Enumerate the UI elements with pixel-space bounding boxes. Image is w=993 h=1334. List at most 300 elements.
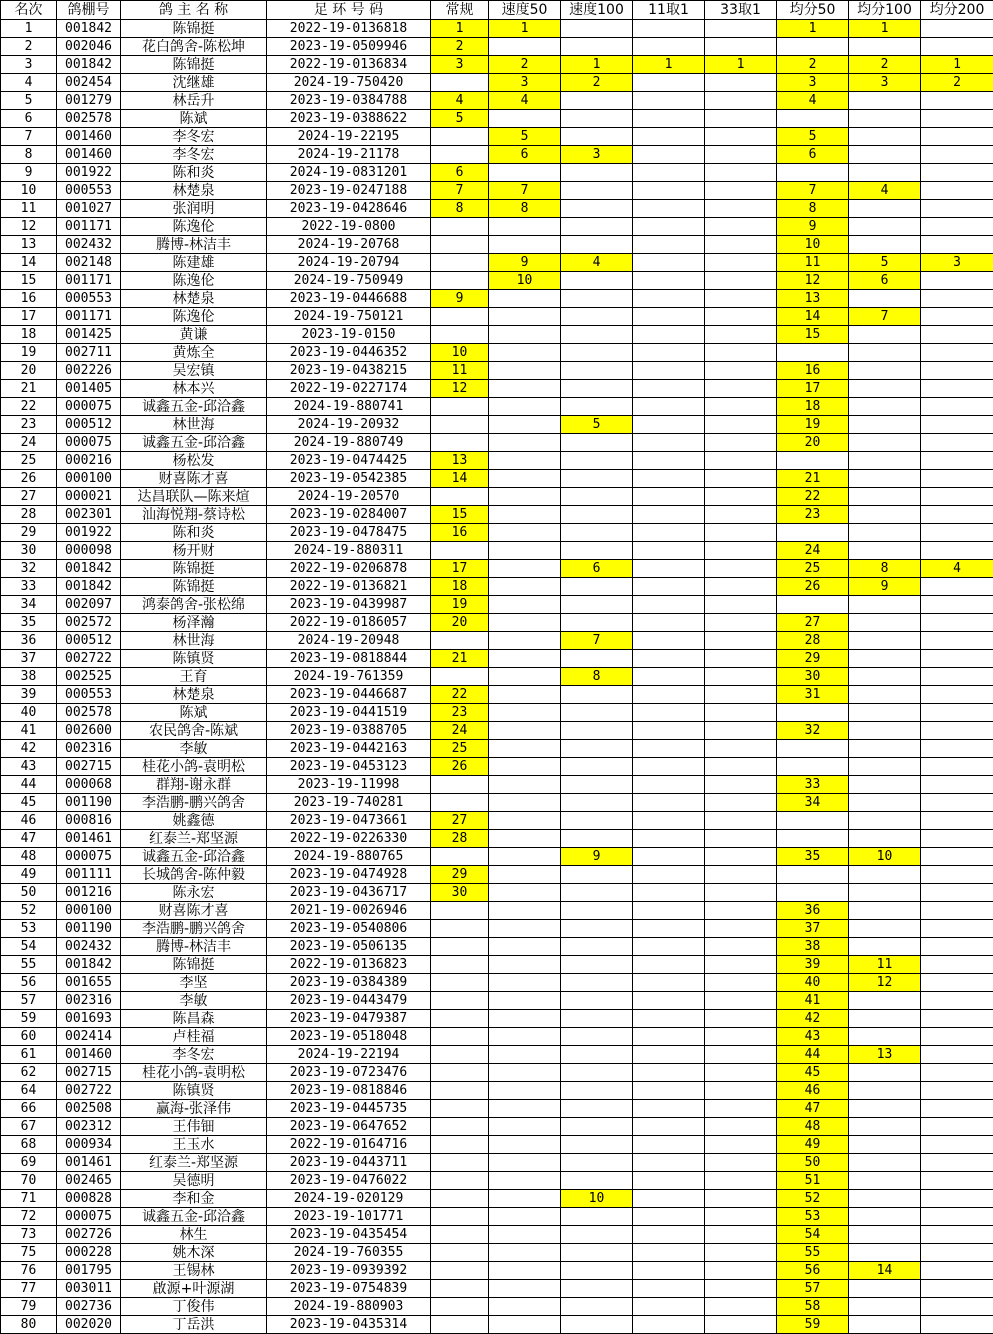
table-row <box>1 38 993 56</box>
cell-pick-1-of-11 <box>633 956 705 974</box>
cell-pick-1-of-33 <box>705 1136 777 1154</box>
cell-ring-number: 2023-19-0443479 <box>267 992 431 1010</box>
cell-rank: 1 <box>1 20 57 38</box>
cell-pick-1-of-11 <box>633 1118 705 1136</box>
cell-avg-50: 20 <box>777 434 849 452</box>
cell-speed-100 <box>561 1316 633 1334</box>
cell-speed-50 <box>489 776 561 794</box>
table-body <box>1 20 993 1334</box>
cell-avg-50: 11 <box>777 254 849 272</box>
cell-speed-50 <box>489 794 561 812</box>
cell-loft-id: 001842 <box>57 578 121 596</box>
cell-speed-100 <box>561 488 633 506</box>
table-row <box>1 146 993 164</box>
cell-speed-50 <box>489 866 561 884</box>
cell-ring-number: 2023-19-0446352 <box>267 344 431 362</box>
cell-pick-1-of-33 <box>705 236 777 254</box>
cell-avg-100 <box>849 218 921 236</box>
cell-ring-number: 2023-19-101771 <box>267 1208 431 1226</box>
cell-avg-100 <box>849 668 921 686</box>
cell-avg-50: 52 <box>777 1190 849 1208</box>
cell-avg-200 <box>921 1028 993 1046</box>
cell-pick-1-of-33 <box>705 398 777 416</box>
cell-regular: 29 <box>431 866 489 884</box>
cell-speed-100: 9 <box>561 848 633 866</box>
cell-rank: 52 <box>1 902 57 920</box>
cell-avg-100 <box>849 1172 921 1190</box>
cell-ring-number: 2023-19-0441519 <box>267 704 431 722</box>
cell-avg-100 <box>849 1226 921 1244</box>
cell-pick-1-of-33 <box>705 992 777 1010</box>
cell-regular <box>431 398 489 416</box>
cell-speed-100 <box>561 920 633 938</box>
cell-owner-name: 杨松发 <box>121 452 267 470</box>
cell-ring-number: 2024-19-760355 <box>267 1244 431 1262</box>
cell-rank: 53 <box>1 920 57 938</box>
cell-avg-200 <box>921 92 993 110</box>
cell-regular <box>431 974 489 992</box>
cell-rank: 48 <box>1 848 57 866</box>
cell-avg-50: 33 <box>777 776 849 794</box>
cell-ring-number: 2023-19-0540806 <box>267 920 431 938</box>
cell-pick-1-of-11 <box>633 650 705 668</box>
cell-rank: 18 <box>1 326 57 344</box>
cell-regular: 24 <box>431 722 489 740</box>
table-row <box>1 848 993 866</box>
cell-ring-number: 2023-19-0388705 <box>267 722 431 740</box>
cell-speed-100 <box>561 758 633 776</box>
cell-pick-1-of-33 <box>705 1064 777 1082</box>
cell-owner-name: 腾博-林洁丰 <box>121 236 267 254</box>
table-row <box>1 956 993 974</box>
cell-avg-100 <box>849 884 921 902</box>
cell-owner-name: 赢海-张泽伟 <box>121 1100 267 1118</box>
cell-pick-1-of-33 <box>705 200 777 218</box>
cell-avg-50: 9 <box>777 218 849 236</box>
column-header-owner-name: 鸽 主 名 称 <box>121 1 267 20</box>
cell-owner-name: 张润明 <box>121 200 267 218</box>
cell-avg-100 <box>849 758 921 776</box>
cell-owner-name: 桂花小鸽-袁明松 <box>121 1064 267 1082</box>
cell-avg-100 <box>849 128 921 146</box>
cell-rank: 23 <box>1 416 57 434</box>
cell-avg-100 <box>849 1136 921 1154</box>
cell-avg-100 <box>849 236 921 254</box>
cell-pick-1-of-11 <box>633 1298 705 1316</box>
cell-loft-id: 002726 <box>57 1226 121 1244</box>
cell-owner-name: 陈和炎 <box>121 164 267 182</box>
cell-speed-50 <box>489 38 561 56</box>
table-row <box>1 1280 993 1298</box>
cell-owner-name: 陈锦挺 <box>121 578 267 596</box>
cell-pick-1-of-33 <box>705 938 777 956</box>
cell-avg-100 <box>849 524 921 542</box>
cell-speed-50 <box>489 830 561 848</box>
cell-speed-100 <box>561 434 633 452</box>
cell-speed-100 <box>561 164 633 182</box>
cell-owner-name: 财喜陈才喜 <box>121 470 267 488</box>
cell-pick-1-of-33 <box>705 38 777 56</box>
table-row <box>1 56 993 74</box>
cell-regular: 18 <box>431 578 489 596</box>
cell-ring-number: 2023-19-0439987 <box>267 596 431 614</box>
cell-regular: 12 <box>431 380 489 398</box>
cell-owner-name: 诚鑫五金-邱洽鑫 <box>121 398 267 416</box>
cell-loft-id: 002046 <box>57 38 121 56</box>
table-row <box>1 470 993 488</box>
cell-ring-number: 2024-19-0831201 <box>267 164 431 182</box>
cell-avg-100 <box>849 1028 921 1046</box>
cell-pick-1-of-11 <box>633 1280 705 1298</box>
cell-ring-number: 2024-19-880741 <box>267 398 431 416</box>
cell-ring-number: 2023-19-0443711 <box>267 1154 431 1172</box>
cell-pick-1-of-33 <box>705 488 777 506</box>
table-row <box>1 650 993 668</box>
cell-owner-name: 陈镇贤 <box>121 650 267 668</box>
cell-speed-100 <box>561 686 633 704</box>
cell-speed-100: 4 <box>561 254 633 272</box>
cell-avg-50: 19 <box>777 416 849 434</box>
cell-pick-1-of-33 <box>705 1154 777 1172</box>
table-row <box>1 200 993 218</box>
cell-ring-number: 2023-19-0473661 <box>267 812 431 830</box>
cell-pick-1-of-11 <box>633 830 705 848</box>
column-header-loft-id: 鸽棚号 <box>57 1 121 20</box>
cell-pick-1-of-11 <box>633 668 705 686</box>
cell-speed-50 <box>489 956 561 974</box>
cell-speed-50 <box>489 596 561 614</box>
cell-regular <box>431 218 489 236</box>
cell-avg-200 <box>921 596 993 614</box>
cell-regular: 16 <box>431 524 489 542</box>
cell-ring-number: 2022-19-0186057 <box>267 614 431 632</box>
cell-regular <box>431 272 489 290</box>
cell-speed-50: 10 <box>489 272 561 290</box>
cell-avg-50: 6 <box>777 146 849 164</box>
cell-avg-100 <box>849 506 921 524</box>
cell-regular <box>431 434 489 452</box>
cell-pick-1-of-33 <box>705 1172 777 1190</box>
cell-pick-1-of-33 <box>705 902 777 920</box>
cell-avg-50: 40 <box>777 974 849 992</box>
cell-loft-id: 001279 <box>57 92 121 110</box>
cell-avg-100 <box>849 362 921 380</box>
cell-speed-100 <box>561 1136 633 1154</box>
cell-speed-100 <box>561 992 633 1010</box>
cell-rank: 16 <box>1 290 57 308</box>
cell-speed-50 <box>489 542 561 560</box>
table-row <box>1 560 993 578</box>
cell-loft-id: 002715 <box>57 758 121 776</box>
cell-pick-1-of-11 <box>633 920 705 938</box>
cell-owner-name: 啟源+叶源湖 <box>121 1280 267 1298</box>
cell-avg-100 <box>849 1280 921 1298</box>
cell-ring-number: 2022-19-0136834 <box>267 56 431 74</box>
cell-regular <box>431 254 489 272</box>
cell-avg-200 <box>921 128 993 146</box>
cell-speed-50: 8 <box>489 200 561 218</box>
cell-avg-200 <box>921 200 993 218</box>
cell-speed-100 <box>561 812 633 830</box>
cell-loft-id: 002722 <box>57 650 121 668</box>
cell-pick-1-of-11 <box>633 92 705 110</box>
cell-pick-1-of-33 <box>705 344 777 362</box>
cell-avg-200 <box>921 830 993 848</box>
cell-avg-50 <box>777 812 849 830</box>
cell-owner-name: 丁俊伟 <box>121 1298 267 1316</box>
cell-loft-id: 000828 <box>57 1190 121 1208</box>
cell-owner-name: 陈锦挺 <box>121 20 267 38</box>
column-header-regular: 常规 <box>431 1 489 20</box>
cell-avg-100 <box>849 722 921 740</box>
cell-avg-50: 8 <box>777 200 849 218</box>
cell-ring-number: 2023-19-0388622 <box>267 110 431 128</box>
cell-pick-1-of-33 <box>705 578 777 596</box>
cell-speed-50 <box>489 290 561 308</box>
cell-pick-1-of-11 <box>633 128 705 146</box>
cell-owner-name: 陈昌森 <box>121 1010 267 1028</box>
cell-avg-100 <box>849 164 921 182</box>
cell-owner-name: 红泰兰-郑坚源 <box>121 1154 267 1172</box>
cell-loft-id: 002301 <box>57 506 121 524</box>
cell-pick-1-of-33 <box>705 326 777 344</box>
cell-avg-200 <box>921 416 993 434</box>
cell-loft-id: 001190 <box>57 920 121 938</box>
cell-avg-100 <box>849 344 921 362</box>
cell-avg-100 <box>849 794 921 812</box>
cell-speed-50 <box>489 578 561 596</box>
cell-ring-number: 2023-19-0647652 <box>267 1118 431 1136</box>
cell-pick-1-of-33 <box>705 92 777 110</box>
table-row <box>1 812 993 830</box>
cell-pick-1-of-33 <box>705 920 777 938</box>
cell-ring-number: 2023-19-0446687 <box>267 686 431 704</box>
cell-pick-1-of-33 <box>705 704 777 722</box>
cell-avg-200 <box>921 668 993 686</box>
cell-speed-50 <box>489 812 561 830</box>
cell-owner-name: 红泰兰-郑坚源 <box>121 830 267 848</box>
table-row <box>1 362 993 380</box>
cell-avg-200 <box>921 1280 993 1298</box>
cell-owner-name: 李敏 <box>121 992 267 1010</box>
cell-ring-number: 2023-19-0284007 <box>267 506 431 524</box>
cell-speed-50 <box>489 470 561 488</box>
cell-avg-200 <box>921 794 993 812</box>
cell-regular: 5 <box>431 110 489 128</box>
cell-ring-number: 2022-19-0164716 <box>267 1136 431 1154</box>
cell-pick-1-of-11 <box>633 848 705 866</box>
cell-avg-50 <box>777 452 849 470</box>
cell-avg-50 <box>777 110 849 128</box>
cell-avg-200 <box>921 1298 993 1316</box>
cell-pick-1-of-11 <box>633 974 705 992</box>
cell-regular <box>431 308 489 326</box>
cell-pick-1-of-33 <box>705 542 777 560</box>
cell-pick-1-of-11 <box>633 1082 705 1100</box>
cell-regular <box>431 416 489 434</box>
cell-avg-100: 9 <box>849 578 921 596</box>
cell-speed-100 <box>561 596 633 614</box>
cell-regular <box>431 1172 489 1190</box>
table-row <box>1 1244 993 1262</box>
cell-avg-200 <box>921 1046 993 1064</box>
cell-rank: 9 <box>1 164 57 182</box>
cell-regular: 11 <box>431 362 489 380</box>
cell-avg-200 <box>921 578 993 596</box>
cell-regular <box>431 902 489 920</box>
cell-rank: 7 <box>1 128 57 146</box>
cell-ring-number: 2024-19-880765 <box>267 848 431 866</box>
cell-avg-200 <box>921 290 993 308</box>
cell-avg-50: 22 <box>777 488 849 506</box>
cell-owner-name: 李冬宏 <box>121 146 267 164</box>
cell-owner-name: 陈锦挺 <box>121 56 267 74</box>
table-row <box>1 1136 993 1154</box>
cell-pick-1-of-11 <box>633 38 705 56</box>
cell-avg-100: 10 <box>849 848 921 866</box>
cell-avg-200 <box>921 650 993 668</box>
cell-rank: 79 <box>1 1298 57 1316</box>
cell-owner-name: 姚鑫德 <box>121 812 267 830</box>
cell-owner-name: 李敏 <box>121 740 267 758</box>
table-row <box>1 668 993 686</box>
cell-avg-100 <box>849 830 921 848</box>
cell-speed-50 <box>489 1082 561 1100</box>
table-row <box>1 524 993 542</box>
table-row <box>1 218 993 236</box>
table-row <box>1 110 993 128</box>
table-row <box>1 1316 993 1334</box>
column-header-rank: 名次 <box>1 1 57 20</box>
cell-ring-number: 2023-19-0542385 <box>267 470 431 488</box>
cell-pick-1-of-11 <box>633 164 705 182</box>
cell-loft-id: 001111 <box>57 866 121 884</box>
table-row <box>1 596 993 614</box>
cell-speed-50 <box>489 1136 561 1154</box>
cell-loft-id: 002432 <box>57 938 121 956</box>
cell-regular: 10 <box>431 344 489 362</box>
cell-avg-200 <box>921 344 993 362</box>
cell-ring-number: 2024-19-880311 <box>267 542 431 560</box>
table-row <box>1 830 993 848</box>
column-header-speed-50: 速度50 <box>489 1 561 20</box>
table-row <box>1 542 993 560</box>
cell-avg-100 <box>849 650 921 668</box>
cell-loft-id: 001425 <box>57 326 121 344</box>
cell-avg-50: 32 <box>777 722 849 740</box>
cell-loft-id: 001171 <box>57 308 121 326</box>
cell-rank: 29 <box>1 524 57 542</box>
cell-owner-name: 吴德明 <box>121 1172 267 1190</box>
cell-regular: 1 <box>431 20 489 38</box>
cell-speed-50 <box>489 1010 561 1028</box>
cell-speed-50 <box>489 1064 561 1082</box>
cell-rank: 45 <box>1 794 57 812</box>
table-row <box>1 794 993 812</box>
cell-loft-id: 000816 <box>57 812 121 830</box>
cell-rank: 2 <box>1 38 57 56</box>
cell-pick-1-of-33 <box>705 722 777 740</box>
cell-ring-number: 2024-19-750420 <box>267 74 431 92</box>
table-row <box>1 488 993 506</box>
cell-pick-1-of-33 <box>705 1118 777 1136</box>
cell-regular <box>431 938 489 956</box>
cell-avg-100 <box>849 938 921 956</box>
cell-pick-1-of-11 <box>633 1046 705 1064</box>
cell-pick-1-of-33 <box>705 164 777 182</box>
cell-speed-100 <box>561 92 633 110</box>
cell-loft-id: 002711 <box>57 344 121 362</box>
cell-pick-1-of-11 <box>633 110 705 128</box>
cell-avg-50: 58 <box>777 1298 849 1316</box>
cell-avg-100: 7 <box>849 308 921 326</box>
cell-avg-100 <box>849 1316 921 1334</box>
cell-loft-id: 000021 <box>57 488 121 506</box>
cell-avg-100 <box>849 740 921 758</box>
cell-avg-50: 15 <box>777 326 849 344</box>
column-header-avg-100: 均分100 <box>849 1 921 20</box>
cell-speed-100 <box>561 236 633 254</box>
cell-pick-1-of-11 <box>633 938 705 956</box>
cell-rank: 60 <box>1 1028 57 1046</box>
cell-speed-100 <box>561 866 633 884</box>
cell-speed-50 <box>489 1208 561 1226</box>
cell-loft-id: 000098 <box>57 542 121 560</box>
cell-pick-1-of-33 <box>705 524 777 542</box>
cell-avg-50: 21 <box>777 470 849 488</box>
cell-rank: 40 <box>1 704 57 722</box>
cell-avg-50: 12 <box>777 272 849 290</box>
cell-pick-1-of-33 <box>705 20 777 38</box>
cell-avg-50 <box>777 740 849 758</box>
cell-avg-200: 4 <box>921 560 993 578</box>
cell-speed-100 <box>561 1100 633 1118</box>
cell-regular: 8 <box>431 200 489 218</box>
cell-regular <box>431 1298 489 1316</box>
cell-loft-id: 000100 <box>57 902 121 920</box>
cell-avg-50: 28 <box>777 632 849 650</box>
cell-avg-100 <box>849 992 921 1010</box>
cell-avg-50: 37 <box>777 920 849 938</box>
cell-speed-50 <box>489 938 561 956</box>
table-row <box>1 1298 993 1316</box>
cell-speed-50 <box>489 164 561 182</box>
cell-ring-number: 2023-19-11998 <box>267 776 431 794</box>
cell-pick-1-of-11 <box>633 1100 705 1118</box>
cell-rank: 62 <box>1 1064 57 1082</box>
cell-rank: 76 <box>1 1262 57 1280</box>
cell-pick-1-of-11 <box>633 1316 705 1334</box>
cell-speed-50: 9 <box>489 254 561 272</box>
cell-loft-id: 000075 <box>57 434 121 452</box>
table-row <box>1 20 993 38</box>
cell-regular <box>431 1190 489 1208</box>
cell-speed-50 <box>489 1190 561 1208</box>
cell-owner-name: 腾博-林洁丰 <box>121 938 267 956</box>
cell-speed-100 <box>561 200 633 218</box>
cell-avg-50: 46 <box>777 1082 849 1100</box>
cell-avg-100 <box>849 632 921 650</box>
cell-avg-200 <box>921 236 993 254</box>
table-row <box>1 578 993 596</box>
cell-avg-100: 13 <box>849 1046 921 1064</box>
cell-loft-id: 002312 <box>57 1118 121 1136</box>
cell-rank: 56 <box>1 974 57 992</box>
cell-pick-1-of-33 <box>705 1082 777 1100</box>
cell-speed-50 <box>489 722 561 740</box>
table-row <box>1 938 993 956</box>
cell-avg-50: 26 <box>777 578 849 596</box>
